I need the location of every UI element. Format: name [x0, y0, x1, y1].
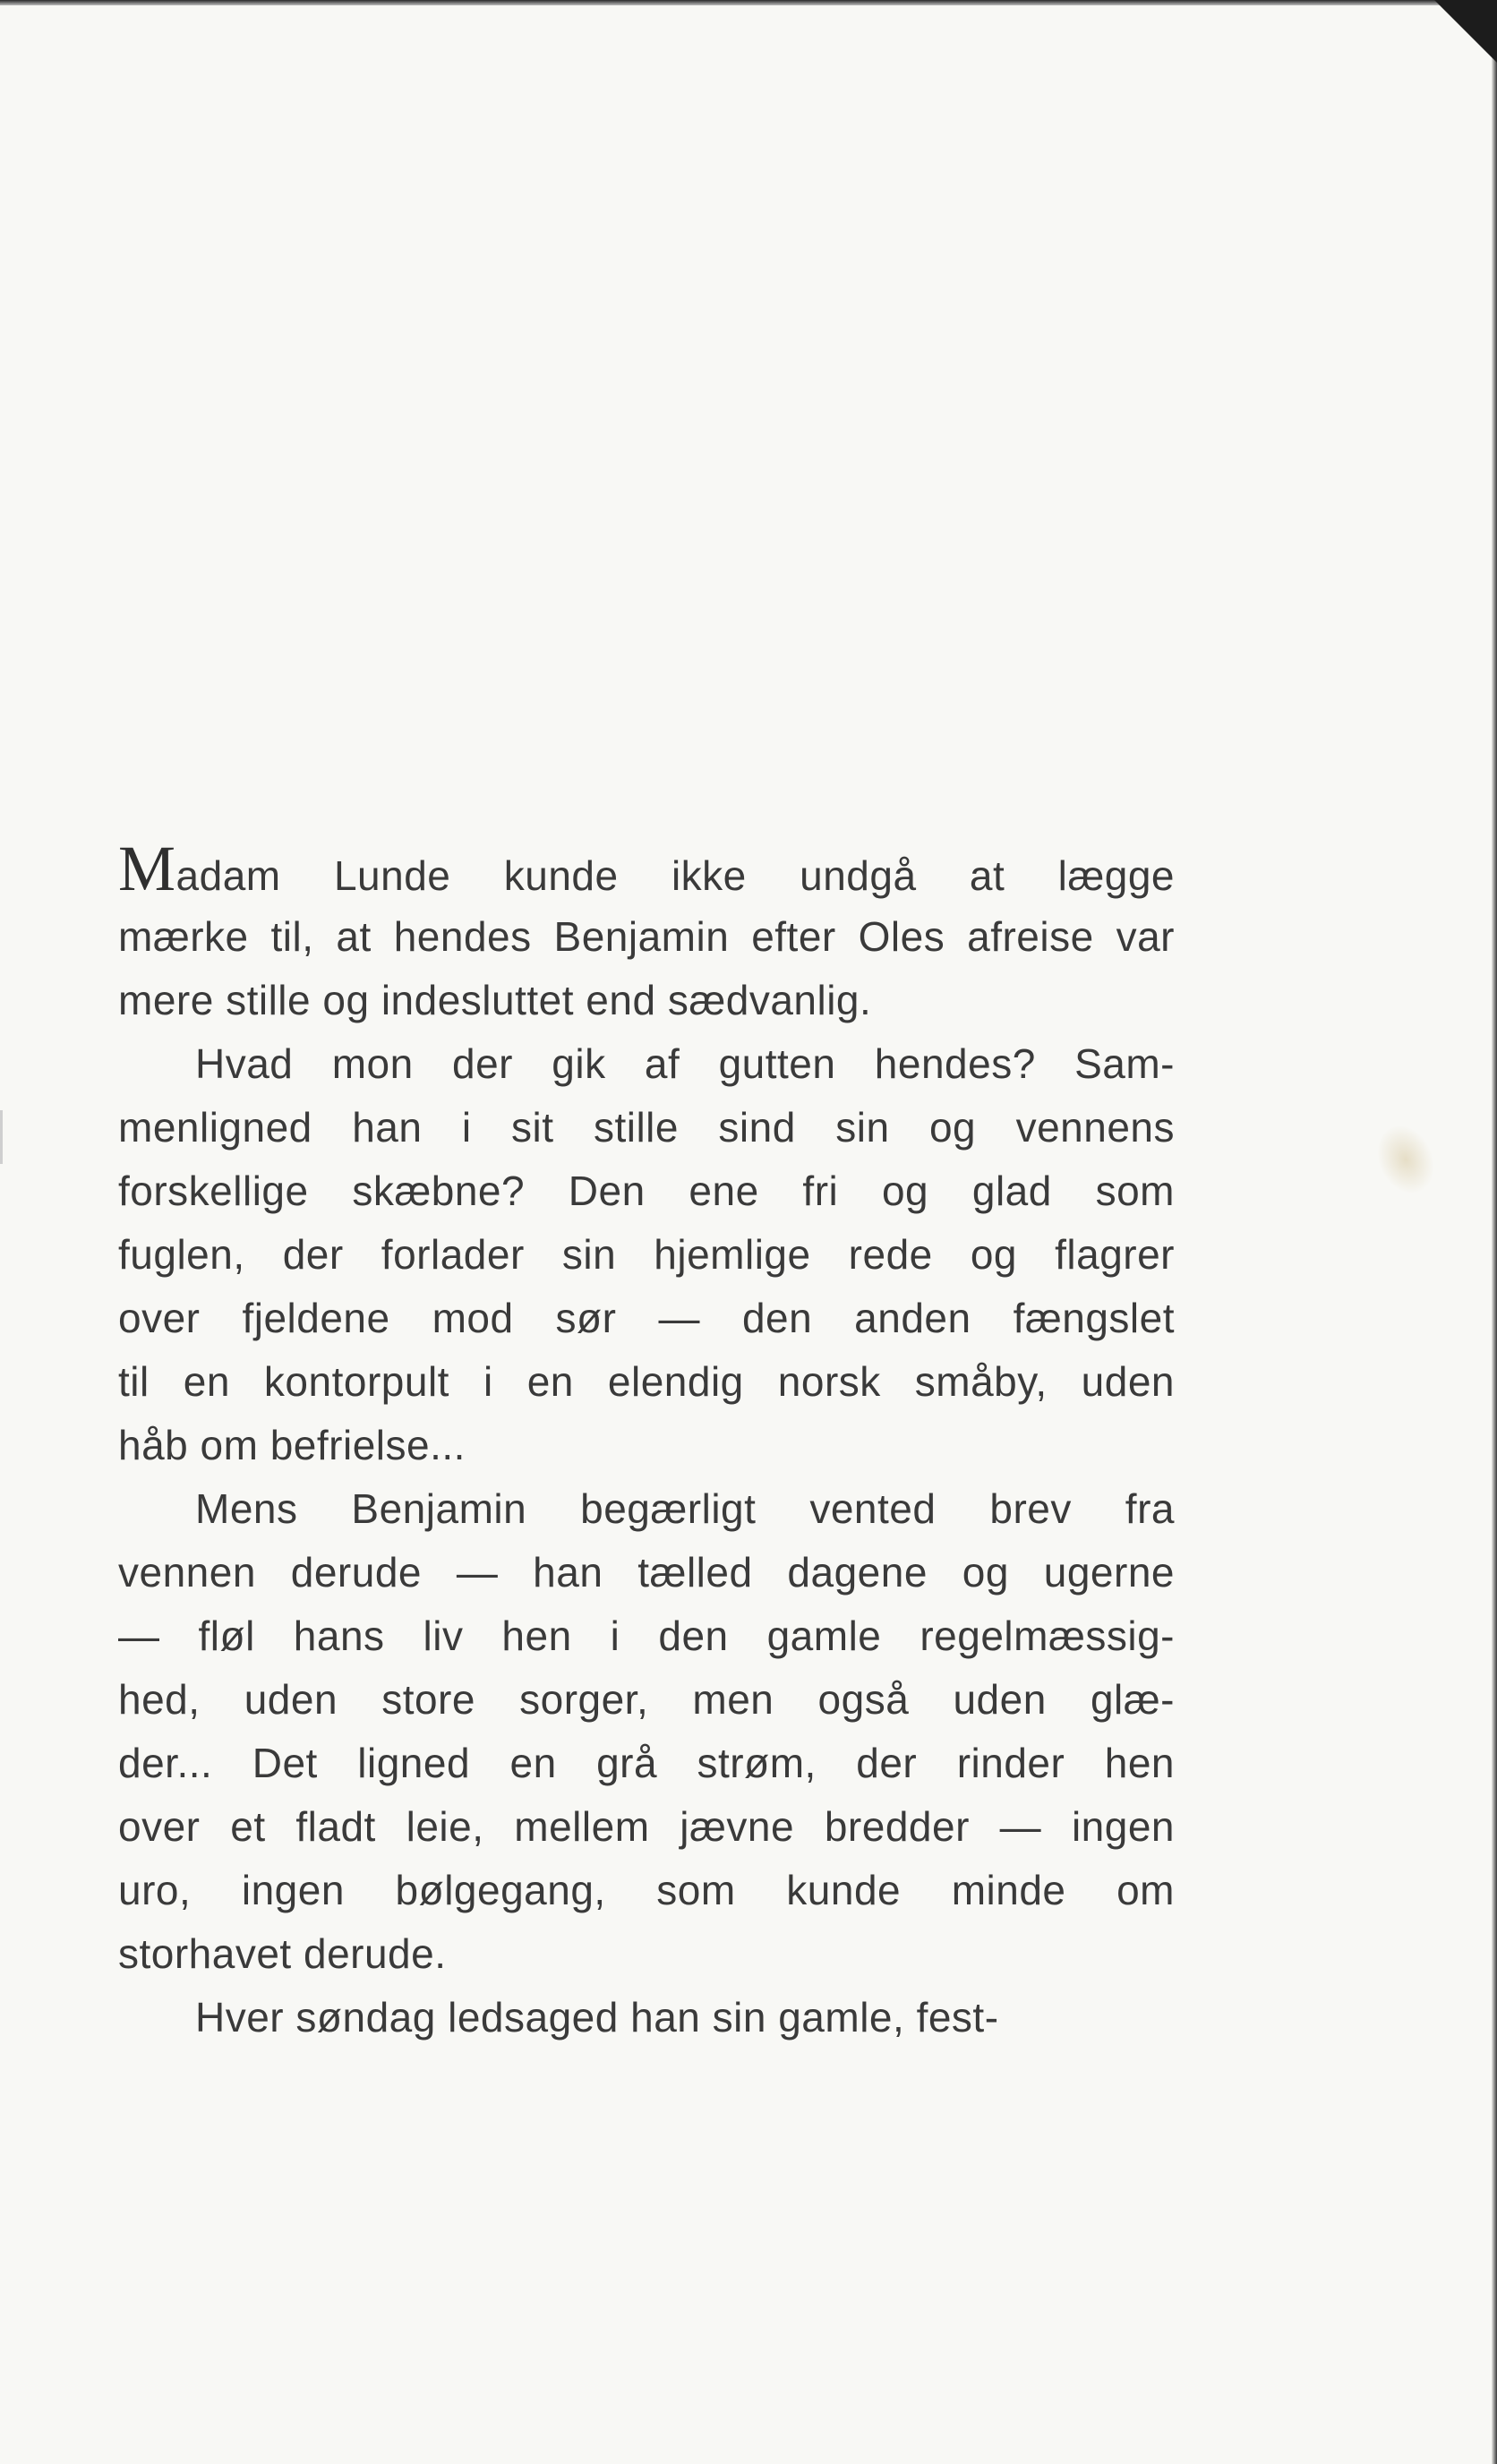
body-text: [118, 833, 1175, 2049]
initial-letter: M: [118, 833, 176, 904]
text-line: der... Det ligned en grå strøm, der rinder hen: [118, 1740, 1175, 1786]
text-line: over fjeldene mod sør — den anden fængslet: [118, 1295, 1175, 1341]
text-line: Madam Lunde kunde ikke undgå at lægge: [118, 833, 1175, 904]
text-line: menligned han i sit stille sind sin og vennens: [118, 1104, 1175, 1151]
text-line: vennen derude — han tælled dagene og ugerne: [118, 1549, 1175, 1596]
page-right-edge: [1492, 54, 1497, 2464]
text-line: Hvad mon der gik af gutten hendes? Sam-: [195, 1040, 1175, 1087]
page-left-mark: [0, 1110, 3, 1164]
text-line: håb om befrielse...: [118, 1422, 466, 1468]
text-line: mærke til, at hendes Benjamin efter Oles afreise var: [118, 913, 1175, 960]
text-line: hed, uden store sorger, men også uden glæ-: [118, 1676, 1175, 1723]
paper-stain: [1366, 1116, 1445, 1203]
text-line: storhavet derude.: [118, 1930, 447, 1977]
page-corner: [1434, 0, 1497, 63]
text-line: forskellige skæbne? Den ene fri og glad som: [118, 1168, 1175, 1214]
text-line: Mens Benjamin begærligt vented brev fra: [195, 1485, 1175, 1532]
text-line: mere stille og indesluttet end sædvanlig.: [118, 977, 872, 1023]
text-line: — fløl hans liv hen i den gamle regelmæssig-: [118, 1613, 1175, 1659]
text-line: over et fladt leie, mellem jævne bredder — ingen: [118, 1803, 1175, 1850]
text-line: fuglen, der forlader sin hjemlige rede og flagrer: [118, 1231, 1175, 1278]
text-line: uro, ingen bølgegang, som kunde minde om: [118, 1867, 1175, 1913]
text-line: til en kontorpult i en elendig norsk småby, uden: [118, 1358, 1175, 1405]
text-line: Hver søndag ledsaged han sin gamle, fest-: [195, 1994, 999, 2040]
page-top-edge: [0, 0, 1497, 5]
